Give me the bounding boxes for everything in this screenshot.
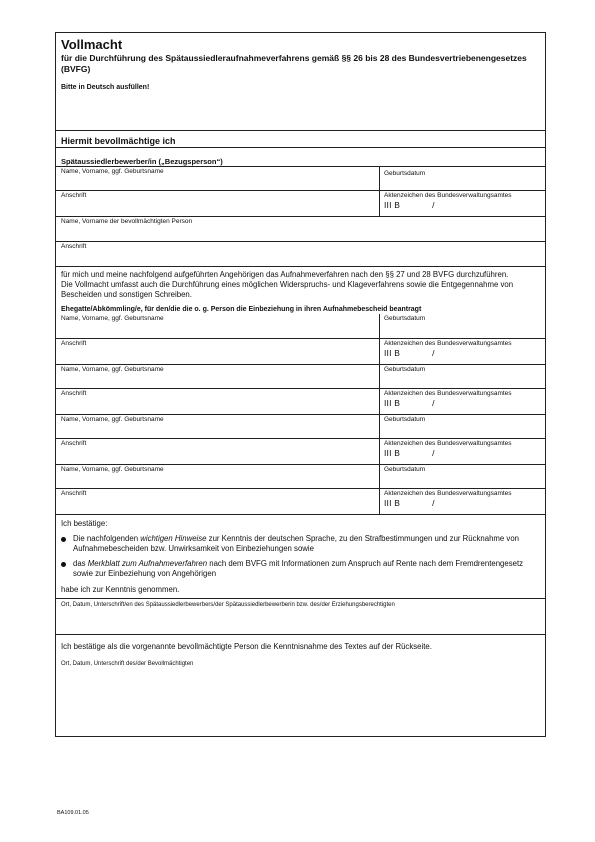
bullet-text-post: zur Kenntnis der deutschen Sprache, zu den Strafbestimmungen und zur Rücknahme von Aufnahmebescheiden bzw. Unwirksamkeit von Einbeziehungen sowie — [73, 534, 520, 553]
proxy-name-row — [56, 216, 545, 241]
applicant-name-field[interactable] — [56, 167, 380, 190]
family-4-name-field[interactable] — [56, 465, 380, 488]
field-label: Geburtsdatum — [384, 315, 426, 322]
bullet-text-post: nach dem BVFG mit Informationen zum Anspruch auf Rente nach dem Fremdrentengesetz sowie zur Einbeziehung von Angehörigen — [73, 559, 524, 578]
family-4-birthdate-field[interactable] — [380, 465, 545, 488]
family-4-row-2 — [56, 488, 545, 514]
form-subtitle: für die Durchführung des Spätaussiedleraufnahmeverfahrens gemäß §§ 26 bis 28 des Bundesvertriebenengesetzes (BVFG) — [61, 53, 527, 74]
info-sheet-link: Merkblatt zum Aufnahmeverfahren — [87, 559, 208, 568]
file-ref-value — [384, 200, 540, 210]
authorization-text — [56, 266, 545, 302]
important-notes-link: wichtigen Hinweise — [140, 534, 207, 543]
field-label: Geburtsdatum — [384, 466, 426, 473]
bullet-icon — [61, 562, 66, 567]
proxy-address-row — [56, 241, 545, 266]
ref-slash: / — [432, 398, 435, 408]
form-header — [56, 33, 545, 131]
applicant-file-ref-field[interactable] — [380, 191, 545, 216]
family-1-file-ref-field[interactable] — [380, 339, 545, 364]
proxy-signature-field[interactable] — [61, 661, 540, 667]
field-label: Anschrift — [61, 192, 87, 199]
bullet-icon — [61, 537, 66, 542]
signature-label: Ort, Datum, Unterschrift des/der Bevollmächtigten — [61, 661, 194, 667]
ref-slash: / — [432, 200, 435, 210]
fill-instruction: Bitte in Deutsch ausfüllen! — [61, 84, 150, 91]
form-code: BA109.01.05 — [57, 810, 89, 816]
proxy-form — [55, 32, 546, 737]
proxy-acknowledgement — [56, 634, 545, 696]
authorize-heading: Hiermit bevollmächtige ich — [61, 136, 176, 146]
field-label: Aktenzeichen des Bundesverwaltungsamtes — [384, 192, 512, 199]
field-label: Name, Vorname der bevollmächtigten Person — [61, 218, 193, 225]
bullet-important-notes — [61, 534, 540, 554]
field-label: Geburtsdatum — [384, 366, 426, 373]
bullet-text-pre: das — [73, 559, 88, 568]
confirm-heading: Ich bestätige: — [61, 519, 108, 528]
family-1-row-1 — [56, 314, 545, 338]
proxy-name-field[interactable] — [56, 217, 545, 241]
field-label: Aktenzeichen des Bundesverwaltungsamtes — [384, 440, 512, 447]
field-label: Anschrift — [61, 243, 87, 250]
field-label: Name, Vorname, ggf. Geburtsname — [61, 315, 164, 322]
applicant-row-2 — [56, 190, 545, 216]
form-title: Vollmacht — [61, 37, 123, 52]
family-4-file-ref-field[interactable] — [380, 489, 545, 514]
family-2-file-ref-field[interactable] — [380, 389, 545, 414]
family-3-file-ref-field[interactable] — [380, 439, 545, 464]
field-label: Name, Vorname, ggf. Geburtsname — [61, 168, 164, 175]
family-2-row-2 — [56, 388, 545, 414]
bullet-text-pre: Die nachfolgenden — [73, 534, 141, 543]
ref-slash: / — [432, 448, 435, 458]
ref-slash: / — [432, 498, 435, 508]
ref-prefix: III B — [384, 348, 401, 358]
family-3-row-1 — [56, 414, 545, 438]
field-label: Name, Vorname, ggf. Geburtsname — [61, 416, 164, 423]
family-3-row-2 — [56, 438, 545, 464]
applicant-birthdate-field[interactable] — [380, 167, 545, 190]
file-ref-value — [384, 398, 540, 408]
paragraph-1: für mich und meine nachfolgend aufgeführten Angehörigen das Aufnahmeverfahren nach den §§ 27 und 28 BVFG durchzuführen. — [61, 270, 509, 279]
ref-prefix: III B — [384, 448, 401, 458]
ack-text: Ich bestätige als die vorgenannte bevollmächtigte Person die Kenntnisnahme des Textes auf der Rückseite. — [61, 642, 432, 651]
family-3-address-field[interactable] — [56, 439, 380, 464]
ref-prefix: III B — [384, 498, 401, 508]
applicant-signature-field[interactable] — [56, 598, 545, 634]
field-label: Aktenzeichen des Bundesverwaltungsamtes — [384, 490, 512, 497]
file-ref-value — [384, 498, 540, 508]
file-ref-value — [384, 348, 540, 358]
bullet-text — [73, 559, 540, 579]
family-2-address-field[interactable] — [56, 389, 380, 414]
file-ref-value — [384, 448, 540, 458]
confirm-tail: habe ich zur Kenntnis genommen. — [61, 585, 180, 594]
family-2-birthdate-field[interactable] — [380, 365, 545, 388]
paragraph-2: Die Vollmacht umfasst auch die Durchführung eines möglichen Widerspruchs- und Klageverfahrens sowie die Entgegennahme von Bescheiden und sonstigen Schreiben. — [61, 280, 514, 299]
family-3-name-field[interactable] — [56, 415, 380, 438]
applicant-address-field[interactable] — [56, 191, 380, 216]
applicant-heading: Spätaussiedlerbewerber/in („Bezugsperson“) — [61, 157, 223, 166]
family-4-address-field[interactable] — [56, 489, 380, 514]
field-label: Geburtsdatum — [384, 170, 426, 177]
family-2-name-field[interactable] — [56, 365, 380, 388]
family-1-birthdate-field[interactable] — [380, 314, 545, 338]
authorize-heading-box — [56, 131, 545, 148]
proxy-address-field[interactable] — [56, 242, 545, 266]
family-1-name-field[interactable] — [56, 314, 380, 338]
field-label: Name, Vorname, ggf. Geburtsname — [61, 466, 164, 473]
field-label: Aktenzeichen des Bundesverwaltungsamtes — [384, 390, 512, 397]
family-4-row-1 — [56, 464, 545, 488]
field-label: Geburtsdatum — [384, 416, 426, 423]
field-label: Anschrift — [61, 490, 87, 497]
signature-label: Ort, Datum, Unterschrift/en des Spätaussiedlerbewerbers/der Spätaussiedlerbewerberin bzw. des/der Erziehungsberechtigten — [61, 602, 395, 608]
ref-prefix: III B — [384, 398, 401, 408]
field-label: Anschrift — [61, 390, 87, 397]
applicant-row-1 — [56, 166, 545, 190]
field-label: Aktenzeichen des Bundesverwaltungsamtes — [384, 340, 512, 347]
field-label: Anschrift — [61, 440, 87, 447]
ref-prefix: III B — [384, 200, 401, 210]
bullet-info-sheet — [61, 559, 540, 579]
family-1-address-field[interactable] — [56, 339, 380, 364]
family-heading: Ehegatte/Abkömmling/e, für den/die die o. g. Person die Einbeziehung in ihren Aufnahmebescheid beantragt — [61, 306, 422, 313]
family-2-row-1 — [56, 364, 545, 388]
family-1-row-2 — [56, 338, 545, 364]
field-label: Anschrift — [61, 340, 87, 347]
bullet-text — [73, 534, 540, 554]
field-label: Name, Vorname, ggf. Geburtsname — [61, 366, 164, 373]
family-3-birthdate-field[interactable] — [380, 415, 545, 438]
confirmation-section — [56, 514, 545, 598]
ref-slash: / — [432, 348, 435, 358]
